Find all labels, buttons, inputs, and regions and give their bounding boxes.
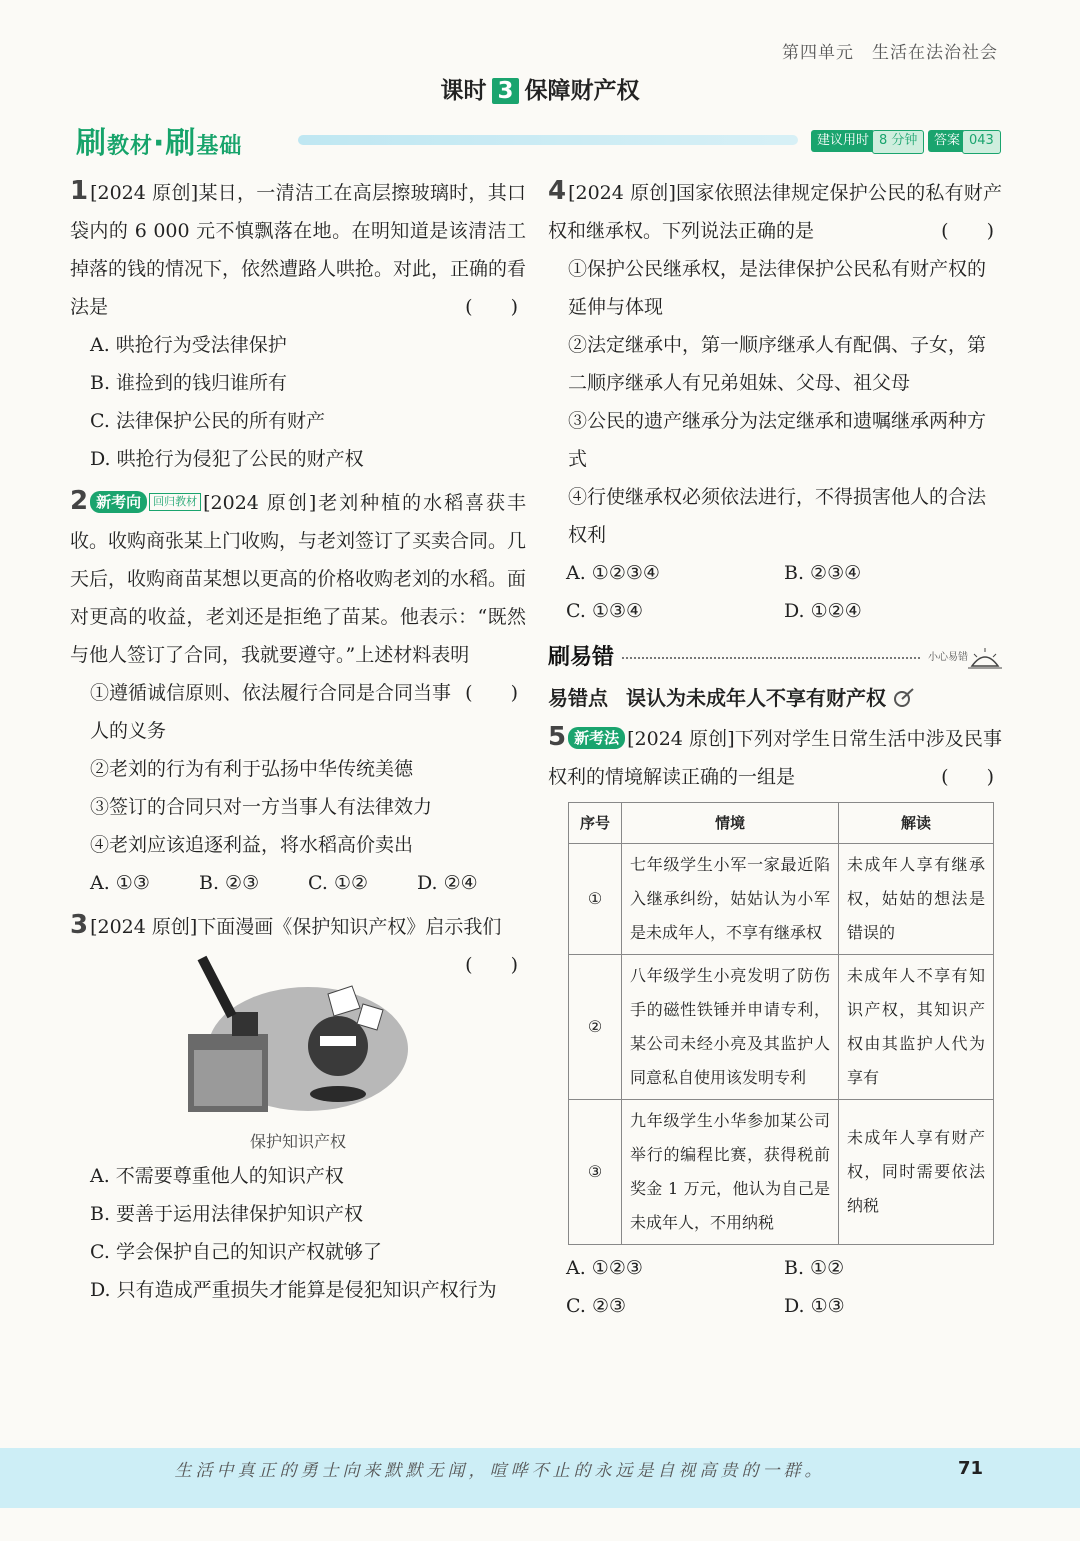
option-b[interactable]: B. ①② bbox=[784, 1257, 845, 1279]
statement-2: ②法定继承中，第一顺序继承人有配偶、子女，第二顺序继承人有兄弟姐妹、父母、祖父母 bbox=[568, 334, 987, 394]
lesson-name: 保障财产权 bbox=[524, 78, 640, 104]
table-header-row bbox=[569, 803, 994, 844]
answer-blank[interactable]: ( ) bbox=[465, 682, 518, 704]
question-2: 2 新考向 回归教材 [2024 原创]老刘种植的水稻喜获丰收。收购商张某上门收购，与老刘签订了买卖合同。几天后，收购商苗某想以更高的价格收购老刘的水稻。面对更高的收益，老刘还是拒绝了苗某。他表示：“既然与他人签订了合同，我就要遵守。”上述材料表明 ( ) ①遵循诚信原则、依法履行合同是合同当事人的义务 ②老刘的行为有利于弘扬中华传统美德 ③签订的合同只对一方当事人有法律效力 ④老刘应该追逐利益，将水稻高价卖出 A. ①③ B. ②③ C. ①② D. ②④ bbox=[70, 482, 526, 902]
error-section-title: 刷易错 bbox=[548, 645, 615, 670]
error-point-text: 误认为未成年人不享有财产权 bbox=[626, 686, 886, 710]
answer-blank[interactable]: ( ) bbox=[941, 220, 994, 242]
question-1: 1 [2024 原创]某日，一清洁工在高层擦玻璃时，其口袋内的 6 000 元不慎飘落在地。在明知道是该清洁工掉落的钱的情况下，依然遭路人哄抢。对此，正确的看法是 ( ) A. 哄抢行为受法律保护 B. 谁捡到的钱归谁所有 C. 法律保护公民的所有财产 D. 哄抢行为侵犯了公民的财产权 bbox=[70, 172, 526, 478]
option-b[interactable]: B. ②③ bbox=[199, 872, 260, 894]
question-3: 3 [2024 原创]下面漫画《保护知识产权》启示我们 ( ) 保护知识产权 A. 不需要尊重他人的知识产权 B. 要善于运用法律保护知识产权 C. 学会保护自己的知识产权就够了 D. 只有造成严重损失才能算是侵犯知识产权行为 bbox=[70, 906, 526, 1309]
table-row bbox=[569, 844, 994, 955]
error-point bbox=[548, 678, 1002, 718]
lesson-title: 课时 3 保障财产权 bbox=[440, 78, 640, 104]
column-header-situation: 情境 bbox=[622, 803, 839, 844]
new-method-tag: 新考法 bbox=[568, 727, 625, 749]
row-no: ③ bbox=[569, 1100, 622, 1245]
question-5: 5 新考法 [2024 原创]下列对学生日常生活中涉及民事权利的情境解读正确的一组是 ( ) 序号 情境 解读 ① 七年级学生小军一家最近陷入继承纠纷，姑姑认为小军是未成年人，不享有继承权 未成年人享有继承权，姑姑的想法是错误的 ② 八年级学生小亮发明了防伤手的磁性铁锤并申请专利，某公司未经小亮及其监护人同意私自使用该发明专利 未成年人不享有知识产权，其知识产权由其监护人代为享有 ③ 九年级学生小华参加某公司举行的编程比赛，获得税前奖金 1 万元，他认为自己是未成年人，不用纳税 未成年人享有财产权，同时需要依法纳税 A. ①②③ B. ①② C. ②③ D. ①③ bbox=[548, 718, 1002, 1325]
option-a[interactable]: A. ①②③ bbox=[566, 1257, 643, 1279]
option-d[interactable]: D. ②④ bbox=[417, 872, 478, 894]
unit-title: 生活在法治社会 bbox=[872, 43, 998, 63]
error-point-label: 易错点 bbox=[548, 686, 608, 710]
footer-quote: 生活中真正的勇士向来默默无闻，喧哗不止的永远是自视高贵的一群。 bbox=[174, 1461, 826, 1481]
question-3-stem: [2024 原创]下面漫画《保护知识产权》启示我们 bbox=[90, 916, 502, 938]
option-b[interactable]: B. 谁捡到的钱归谁所有 bbox=[90, 372, 288, 394]
page-number: 71 bbox=[958, 1458, 984, 1479]
comic-illustration bbox=[188, 954, 408, 1114]
answer-badge: 答案 bbox=[928, 130, 966, 152]
options-row bbox=[70, 864, 526, 902]
option-b[interactable]: B. 要善于运用法律保护知识产权 bbox=[90, 1203, 364, 1225]
error-tip: 小心易错 bbox=[928, 652, 968, 663]
pencil-check-icon bbox=[893, 688, 915, 708]
answer-blank[interactable]: ( ) bbox=[465, 296, 518, 318]
row-no: ② bbox=[569, 955, 622, 1100]
left-column bbox=[70, 172, 526, 1309]
option-c[interactable]: C. 法律保护公民的所有财产 bbox=[90, 410, 325, 432]
unit-label: 第四单元 bbox=[782, 43, 854, 63]
question-1-stem: [2024 原创]某日，一清洁工在高层擦玻璃时，其口袋内的 6 000 元不慎飘落在地。在明知道是该清洁工掉落的钱的情况下，依然遭路人哄抢。对此，正确的看法是 bbox=[70, 182, 527, 318]
unit-header bbox=[764, 38, 998, 63]
column-header-no: 序号 bbox=[569, 803, 622, 844]
banner-title: 刷教材·刷基础 bbox=[76, 126, 243, 161]
answer-blank[interactable]: ( ) bbox=[465, 954, 518, 976]
option-d[interactable]: D. 只有造成严重损失才能算是侵犯知识产权行为 bbox=[90, 1279, 497, 1301]
statement-4: ④老刘应该追逐利益，将水稻高价卖出 bbox=[90, 834, 414, 856]
banner-stripe bbox=[298, 135, 798, 145]
question-5-stem: [2024 原创]下列对学生日常生活中涉及民事权利的情境解读正确的一组是 bbox=[548, 728, 1002, 788]
statement-1: ①保护公民继承权，是法律保护公民私有财产权的延伸与体现 bbox=[568, 258, 987, 318]
option-c[interactable]: C. 学会保护自己的知识产权就够了 bbox=[90, 1241, 382, 1263]
question-2-stem: [2024 原创]老刘种植的水稻喜获丰收。收购商张某上门收购，与老刘签订了买卖合同。几天后，收购商苗某想以更高的价格收购老刘的水稻。面对更高的收益，老刘还是拒绝了苗某。他表示：“既然与他人签订了合同，我就要遵守。”上述材料表明 bbox=[70, 492, 527, 666]
statement-4: ④行使继承权必须依法进行，不得损害他人的合法权利 bbox=[568, 486, 987, 546]
new-trend-tag: 新考向 bbox=[90, 491, 147, 513]
suggested-time-value: 8 分钟 bbox=[872, 130, 924, 154]
option-d[interactable]: D. 哄抢行为侵犯了公民的财产权 bbox=[90, 448, 364, 470]
row-reading: 未成年人不享有知识产权，其知识产权由其监护人代为享有 bbox=[839, 955, 994, 1100]
question-4-stem: [2024 原创]国家依照法律规定保护公民的私有财产权和继承权。下列说法正确的是 bbox=[548, 182, 1002, 242]
situation-table bbox=[568, 802, 994, 1245]
option-a[interactable]: A. 哄抢行为受法律保护 bbox=[90, 334, 287, 356]
sun-icon bbox=[968, 646, 1002, 670]
table-row bbox=[569, 1100, 994, 1245]
option-a[interactable]: A. 不需要尊重他人的知识产权 bbox=[90, 1165, 344, 1187]
statement-3: ③签订的合同只对一方当事人有法律效力 bbox=[90, 796, 433, 818]
suggested-time-badge: 建议用时 bbox=[811, 130, 875, 152]
row-no: ① bbox=[569, 844, 622, 955]
row-reading: 未成年人享有继承权，姑姑的想法是错误的 bbox=[839, 844, 994, 955]
table-row bbox=[569, 955, 994, 1100]
statement-1: ①遵循诚信原则、依法履行合同是合同当事人的义务 bbox=[90, 682, 452, 742]
row-situation: 七年级学生小军一家最近陷入继承纠纷，姑姑认为小军是未成年人，不享有继承权 bbox=[622, 844, 839, 955]
option-a[interactable]: A. ①②③④ bbox=[566, 562, 660, 584]
option-c[interactable]: C. ①② bbox=[308, 872, 369, 894]
statement-3: ③公民的遗产继承分为法定继承和遗嘱继承两种方式 bbox=[568, 410, 987, 470]
options-grid bbox=[548, 554, 1002, 630]
option-a[interactable]: A. ①③ bbox=[90, 872, 150, 894]
option-b[interactable]: B. ②③④ bbox=[784, 562, 862, 584]
option-c[interactable]: C. ①③④ bbox=[566, 600, 644, 622]
row-situation: 九年级学生小华参加某公司举行的编程比赛，获得税前奖金 1 万元，他认为自己是未成年人，不用纳税 bbox=[622, 1100, 839, 1245]
answer-page: 043 bbox=[962, 130, 1001, 154]
error-section-header bbox=[548, 638, 1002, 678]
lesson-number: 3 bbox=[492, 78, 518, 104]
dotted-divider bbox=[622, 657, 920, 659]
column-header-reading: 解读 bbox=[839, 803, 994, 844]
option-d[interactable]: D. ①③ bbox=[784, 1295, 845, 1317]
right-column bbox=[548, 172, 1002, 1325]
answer-blank[interactable]: ( ) bbox=[941, 766, 994, 788]
comic-caption: 保护知识产权 bbox=[249, 1132, 346, 1151]
question-4: 4 [2024 原创]国家依照法律规定保护公民的私有财产权和继承权。下列说法正确的是 ( ) ①保护公民继承权，是法律保护公民私有财产权的延伸与体现 ②法定继承中，第一顺序继承人有配偶、子女，第二顺序继承人有兄弟姐妹、父母、祖父母 ③公民的遗产继承分为法定继承和遗嘱继承两种方式 ④行使继承权必须依法进行，不得损害他人的合法权利 A. ①②③④ B. ②③④ C. ①③④ D. ①②④ bbox=[548, 172, 1002, 630]
statement-2: ②老刘的行为有利于弘扬中华传统美德 bbox=[90, 758, 414, 780]
option-d[interactable]: D. ①②④ bbox=[784, 600, 862, 622]
option-c[interactable]: C. ②③ bbox=[566, 1295, 627, 1317]
section-banner bbox=[76, 118, 1004, 162]
row-reading: 未成年人享有财产权，同时需要依法纳税 bbox=[839, 1100, 994, 1245]
options-grid bbox=[548, 1249, 1002, 1325]
row-situation: 八年级学生小亮发明了防伤手的磁性铁锤并申请专利，某公司未经小亮及其监护人同意私自使用该发明专利 bbox=[622, 955, 839, 1100]
textbook-tag: 回归教材 bbox=[149, 493, 201, 511]
